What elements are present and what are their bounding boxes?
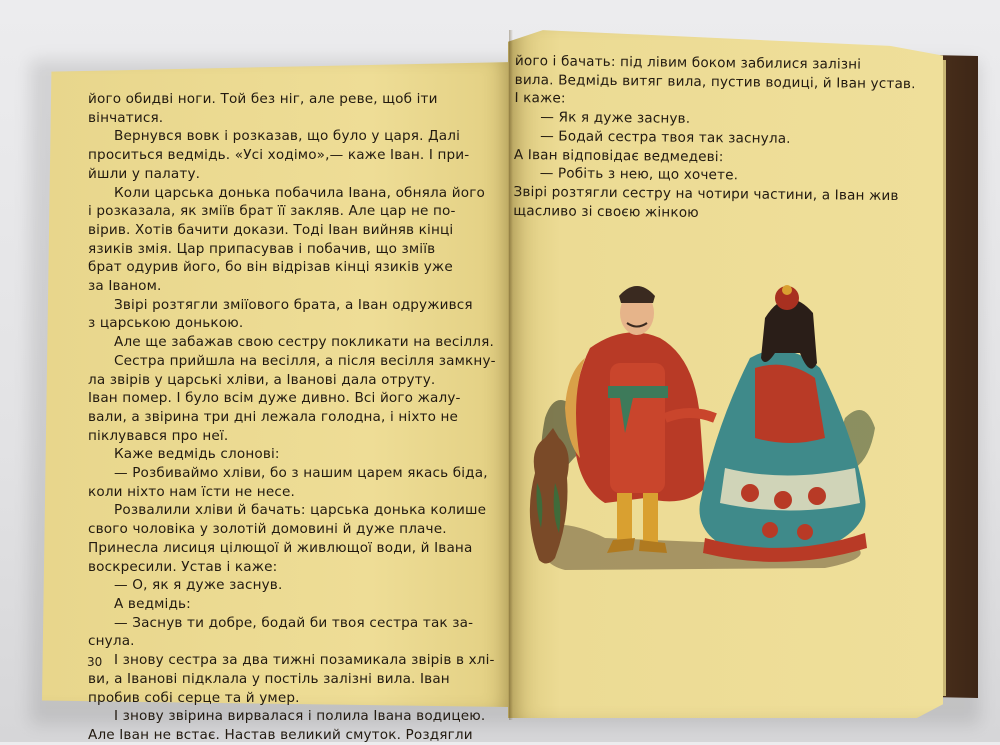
text-line: Але ще забажав свою сестру покликати на весілля. [114, 334, 494, 351]
text-line: проситься ведмідь. «Усі ходімо»,— каже Іван. І при- [88, 147, 470, 164]
text-line: Звірі розтягли сестру на чотири частини, а Іван жив [513, 183, 899, 204]
text-line: вила. Ведмідь витяг вила, пустив водиці, й Іван устав. [514, 71, 916, 92]
text-line: коли ніхто нам їсти не несе. [88, 483, 295, 500]
text-line: ла звірів у царські хліви, а Іванові дала отруту. [88, 371, 436, 388]
text-line: Але Іван не встає. Настав великий смуток. Роздягли [88, 726, 473, 743]
text-line: свого чоловіка у золотій домовині й дуже плаче. [88, 521, 447, 538]
text-line: А Іван відповідає ведмедеві: [513, 146, 724, 165]
text-line: і розказала, як зміїв брат її закляв. Але цар не по- [88, 203, 456, 220]
text-line: Сестра прийшла на весілля, а після весілля замкну- [114, 352, 496, 369]
text-line: піклувався про неї. [88, 427, 229, 444]
text-line: брат одурив його, бо він відрізав кінці язиків уже [88, 259, 453, 276]
text-line: Розвалили хліви й бачать: царська донька колише [114, 502, 487, 519]
text-line: вірив. Хотів бачити докази. Тоді Іван вийняв кінці [88, 221, 454, 238]
text-line: за Іваном. [88, 278, 162, 295]
text-line: Принесла лисиця цілющої й живлющої води, й Івана [88, 539, 473, 556]
text-line: — Робіть з нею, що хочете. [539, 165, 739, 184]
right-page-text [513, 52, 916, 224]
text-line: його обидві ноги. Той без ніг, але реве, щоб іти [88, 91, 438, 107]
left-page-text [88, 90, 496, 745]
text-line: йшли у палату. [88, 165, 201, 182]
text-line: І знову сестра за два тижні позамикала звірів в хлі- [114, 652, 495, 669]
text-line: снула. [88, 633, 135, 650]
text-line: — Бодай сестра твоя так заснула. [540, 128, 791, 147]
woman-figure [700, 285, 868, 562]
text-line: пробив собі серце та й умер. [88, 689, 300, 706]
text-line: його і бачать: під лівим боком забилися залізні [514, 52, 862, 73]
text-line: ви, а Іванові підклала у постіль залізні вила. Іван [88, 670, 450, 687]
text-line: вінчатися. [88, 109, 164, 126]
text-line: Коли царська донька побачила Івана, обняла його [114, 184, 485, 201]
text-line: І каже: [514, 90, 566, 107]
text-line: Іван помер. І було всім дуже дивно. Всі його жалу- [88, 390, 461, 407]
text-line: — Розбиваймо хліви, бо з нашим царем якась біда, [114, 465, 488, 482]
text-line: А ведмідь: [114, 595, 191, 612]
text-line: І знову звірина вирвалася і полила Івана водицею. [114, 708, 486, 725]
page-number: 30 [87, 655, 103, 669]
text-line: язиків змія. Цар припасував і побачив, що зміїв [88, 240, 436, 257]
book-spine [509, 30, 513, 720]
text-line: — Заснув ти добре, бодай би твоя сестра так за- [114, 614, 474, 631]
text-line: — О, як я дуже заснув. [114, 577, 283, 594]
text-line: — Як я дуже заснув. [540, 109, 691, 127]
text-line: з царською донькою. [88, 315, 244, 332]
text-line: щасливо зі своєю жінкою [513, 202, 699, 221]
text-line: воскресили. Устав і каже: [88, 558, 278, 575]
man-figure [565, 286, 715, 553]
folk-couple-illustration [525, 268, 895, 583]
text-line: Каже ведмідь слонові: [114, 446, 280, 463]
text-line: Звірі розтягли зміїового брата, а Іван одружився [114, 296, 473, 313]
text-line: вали, а звірина три дні лежала голодна, і ніхто не [88, 408, 459, 425]
text-line: Вернувся вовк і розказав, що було у царя. Далі [114, 128, 461, 145]
